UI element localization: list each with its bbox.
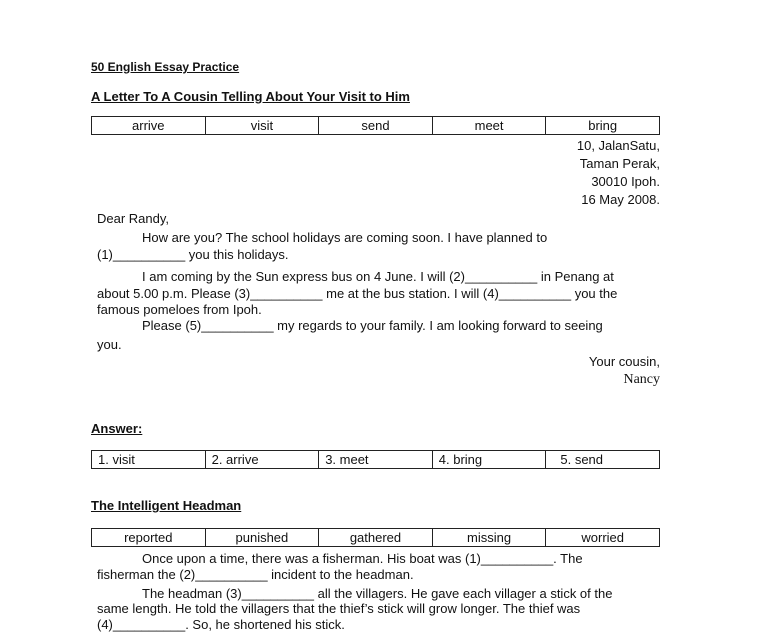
section-title-letter: A Letter To A Cousin Telling About Your Visit to Him bbox=[91, 89, 410, 104]
story-line: fisherman the (2)__________ incident to the headman. bbox=[97, 567, 414, 582]
letter-signature: Nancy bbox=[623, 372, 660, 387]
word-bank-cell: send bbox=[319, 117, 433, 135]
answer-table bbox=[91, 450, 660, 469]
story-line: The headman (3)__________ all the villagers. He gave each villager a stick of the bbox=[142, 586, 613, 601]
word-bank-cell: gathered bbox=[319, 529, 433, 547]
word-bank-cell: bring bbox=[546, 117, 660, 135]
letter-line: How are you? The school holidays are coming soon. I have planned to bbox=[142, 230, 548, 245]
word-bank-cell: missing bbox=[432, 529, 546, 547]
letter-line: (1)__________ you this holidays. bbox=[97, 247, 289, 262]
answer-cell: 4. bring bbox=[432, 451, 546, 469]
letter-line: I am coming by the Sun express bus on 4 June. I will (2)__________ in Penang at bbox=[142, 269, 614, 284]
story-line: (4)__________. So, he shortened his stick. bbox=[97, 617, 345, 632]
answer-cell: 1. visit bbox=[92, 451, 206, 469]
word-bank-cell: visit bbox=[205, 117, 319, 135]
address-line: 10, JalanSatu, bbox=[576, 138, 660, 153]
answer-cell: 3. meet bbox=[319, 451, 433, 469]
word-bank-cell: reported bbox=[92, 529, 206, 547]
story-line: Once upon a time, there was a fisherman. His boat was (1)__________. The bbox=[142, 551, 583, 566]
answer-cell: 5. send bbox=[546, 451, 660, 469]
document-title: 50 English Essay Practice bbox=[91, 60, 240, 74]
word-bank-table bbox=[91, 528, 660, 547]
letter-closing: Your cousin, bbox=[588, 354, 660, 369]
answer-cell: 2. arrive bbox=[205, 451, 319, 469]
letter-line: Please (5)__________ my regards to your family. I am looking forward to seeing bbox=[142, 318, 603, 333]
word-bank-cell: arrive bbox=[92, 117, 206, 135]
word-bank-cell: punished bbox=[205, 529, 319, 547]
letter-date: 16 May 2008. bbox=[581, 192, 660, 207]
word-bank-table bbox=[91, 116, 660, 135]
address-line: Taman Perak, bbox=[579, 156, 660, 171]
section-title-headman: The Intelligent Headman bbox=[91, 498, 242, 513]
word-bank-cell: meet bbox=[432, 117, 546, 135]
address-line: 30010 Ipoh. bbox=[591, 174, 660, 189]
word-bank-cell: worried bbox=[546, 529, 660, 547]
answer-label: Answer: bbox=[91, 421, 143, 436]
letter-line: you. bbox=[97, 337, 122, 352]
story-line: same length. He told the villagers that the thief’s stick will grow longer. The thief was bbox=[97, 601, 581, 616]
letter-line: about 5.00 p.m. Please (3)__________ me at the bus station. I will (4)__________ you the bbox=[97, 286, 618, 301]
letter-line: famous pomeloes from Ipoh. bbox=[97, 302, 262, 317]
salutation: Dear Randy, bbox=[97, 211, 170, 226]
